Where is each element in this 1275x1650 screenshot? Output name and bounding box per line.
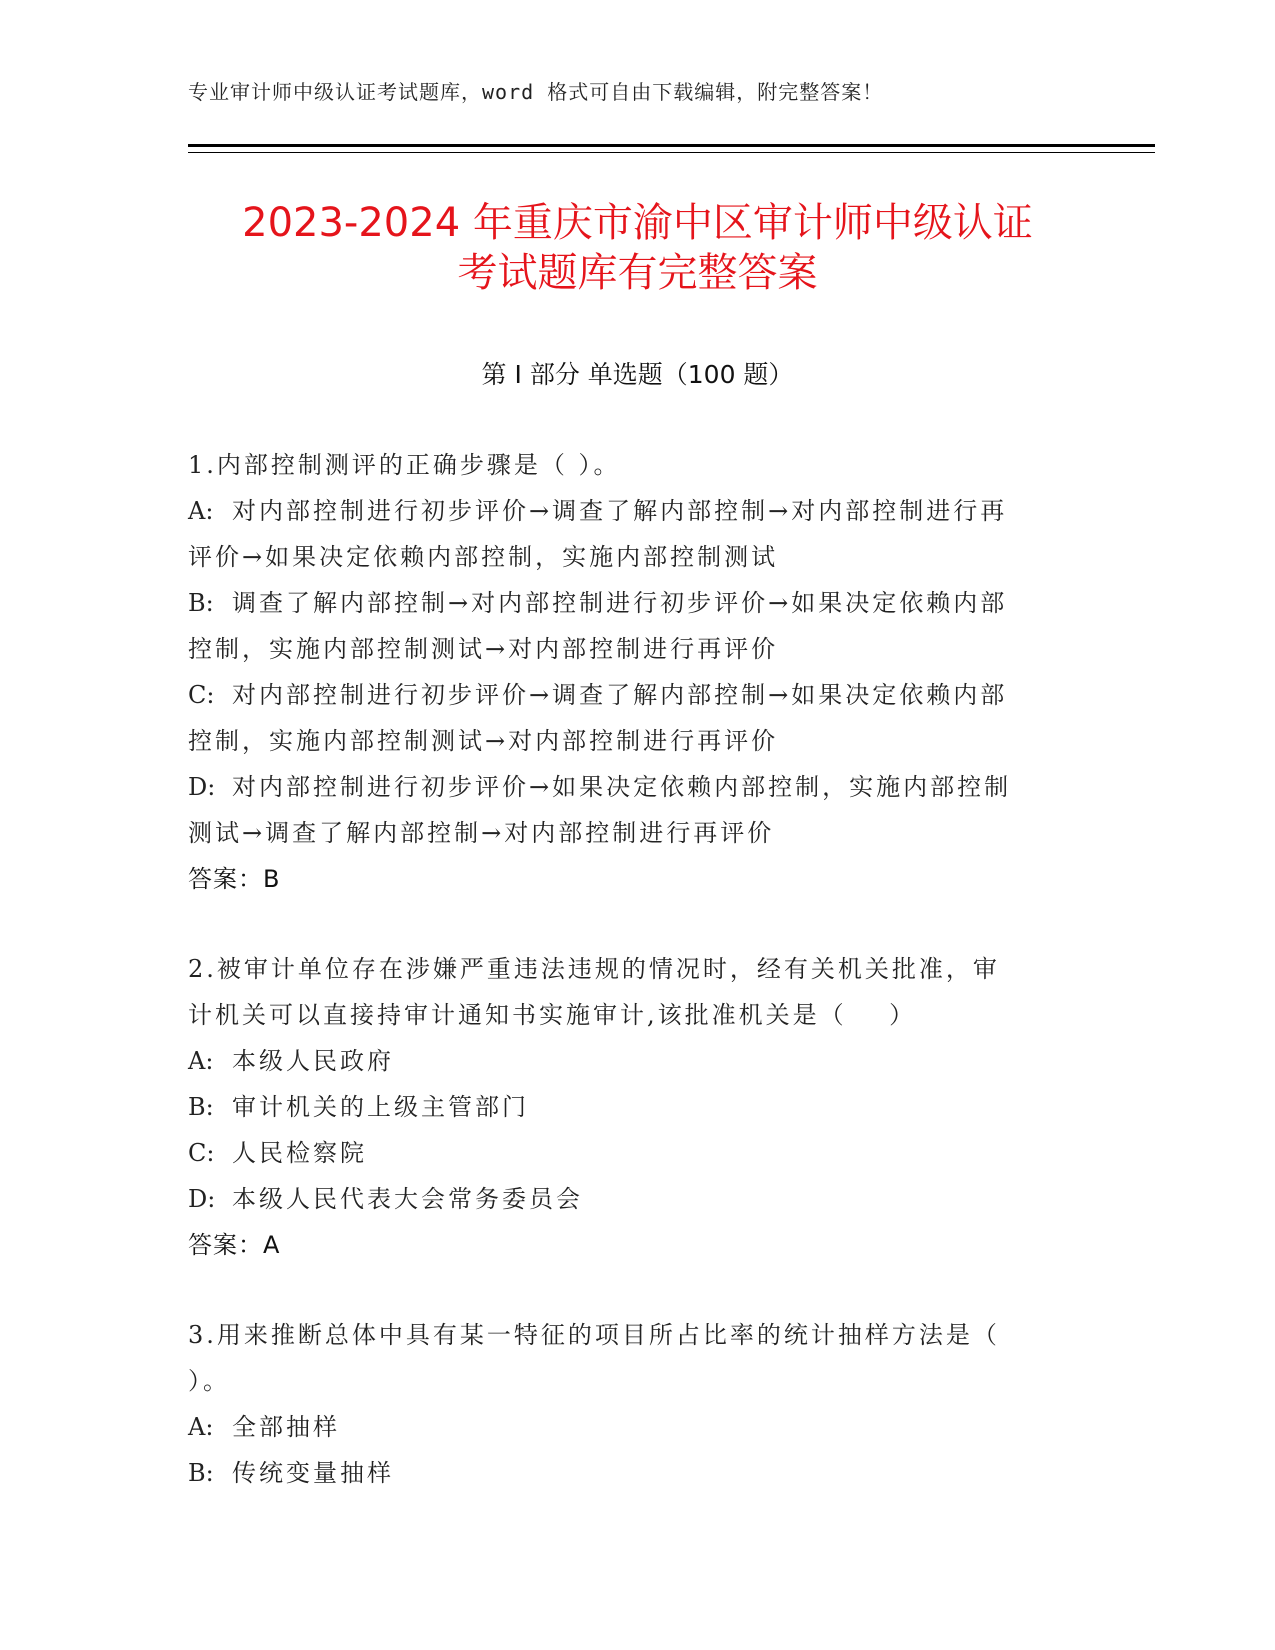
section-heading: 第 I 部分 单选题（100 题） [481, 360, 794, 389]
option-line [188, 534, 1068, 580]
option-key: A: [188, 1413, 214, 1441]
option-text: 测试→调查了解内部控制→对内部控制进行再评价 [188, 819, 775, 847]
option-key: B: [188, 1093, 214, 1121]
option-line [188, 626, 1068, 672]
title-line-2: 考试题库有完整答案 [457, 250, 818, 296]
option-text: 本级人民代表大会常务委员会 [232, 1185, 583, 1213]
question-stem: 2.被审计单位存在涉嫌严重违法违规的情况时，经有关机关批准，审 [188, 955, 1000, 983]
question-stem: 1.内部控制测评的正确步骤是（ ）。 [188, 451, 621, 479]
option-line [188, 718, 1068, 764]
answer-label: 答案：A [188, 1231, 281, 1259]
option-line [188, 672, 1068, 718]
option-key: B: [188, 1459, 214, 1487]
option-key: B: [188, 589, 214, 617]
option-text: 人民检察院 [232, 1139, 367, 1167]
option-line [188, 1130, 1068, 1176]
header-rule-thick [188, 144, 1155, 147]
document-title [150, 198, 1125, 298]
option-key: A: [188, 1047, 214, 1075]
option-text: 评价→如果决定依赖内部控制，实施内部控制测试 [188, 543, 779, 571]
option-text: 全部抽样 [232, 1413, 340, 1441]
option-text: 对内部控制进行初步评价→如果决定依赖内部控制，实施内部控制 [232, 773, 1012, 801]
option-key: D: [188, 773, 216, 801]
option-key: A: [188, 497, 214, 525]
option-line [188, 764, 1068, 810]
option-line [188, 580, 1068, 626]
question-list [188, 442, 1068, 1540]
option-text: 传统变量抽样 [232, 1459, 394, 1487]
option-text: 控制，实施内部控制测试→对内部控制进行再评价 [188, 635, 779, 663]
option-text: 本级人民政府 [232, 1047, 394, 1075]
question-3 [188, 1312, 1068, 1496]
question-1 [188, 442, 1068, 902]
header-note: 专业审计师中级认证考试题库，word 格式可自由下载编辑，附完整答案！ [188, 80, 884, 104]
option-text: 控制，实施内部控制测试→对内部控制进行再评价 [188, 727, 779, 755]
answer-label: 答案：B [188, 865, 281, 893]
option-text: 对内部控制进行初步评价→调查了解内部控制→如果决定依赖内部 [232, 681, 1008, 709]
question-stem: 计机关可以直接持审计通知书实施审计,该批准机关是（ ） [188, 1001, 917, 1029]
option-line [188, 1450, 1068, 1496]
option-key: D: [188, 1185, 216, 1213]
option-key: C: [188, 1139, 215, 1167]
title-line-1: 2023-2024 年重庆市渝中区审计师中级认证 [242, 200, 1033, 246]
question-stem: 3.用来推断总体中具有某一特征的项目所占比率的统计抽样方法是（ [188, 1321, 1000, 1349]
question-2 [188, 946, 1068, 1268]
option-line [188, 1084, 1068, 1130]
option-text: 对内部控制进行初步评价→调查了解内部控制→对内部控制进行再 [232, 497, 1008, 525]
option-line [188, 1404, 1068, 1450]
option-text: 调查了解内部控制→对内部控制进行初步评价→如果决定依赖内部 [232, 589, 1008, 617]
header-rule-thin [188, 152, 1155, 153]
option-line [188, 1176, 1068, 1222]
option-text: 审计机关的上级主管部门 [232, 1093, 529, 1121]
question-stem: ）。 [188, 1367, 230, 1395]
option-line [188, 488, 1068, 534]
option-key: C: [188, 681, 215, 709]
option-line [188, 1038, 1068, 1084]
option-line [188, 810, 1068, 856]
